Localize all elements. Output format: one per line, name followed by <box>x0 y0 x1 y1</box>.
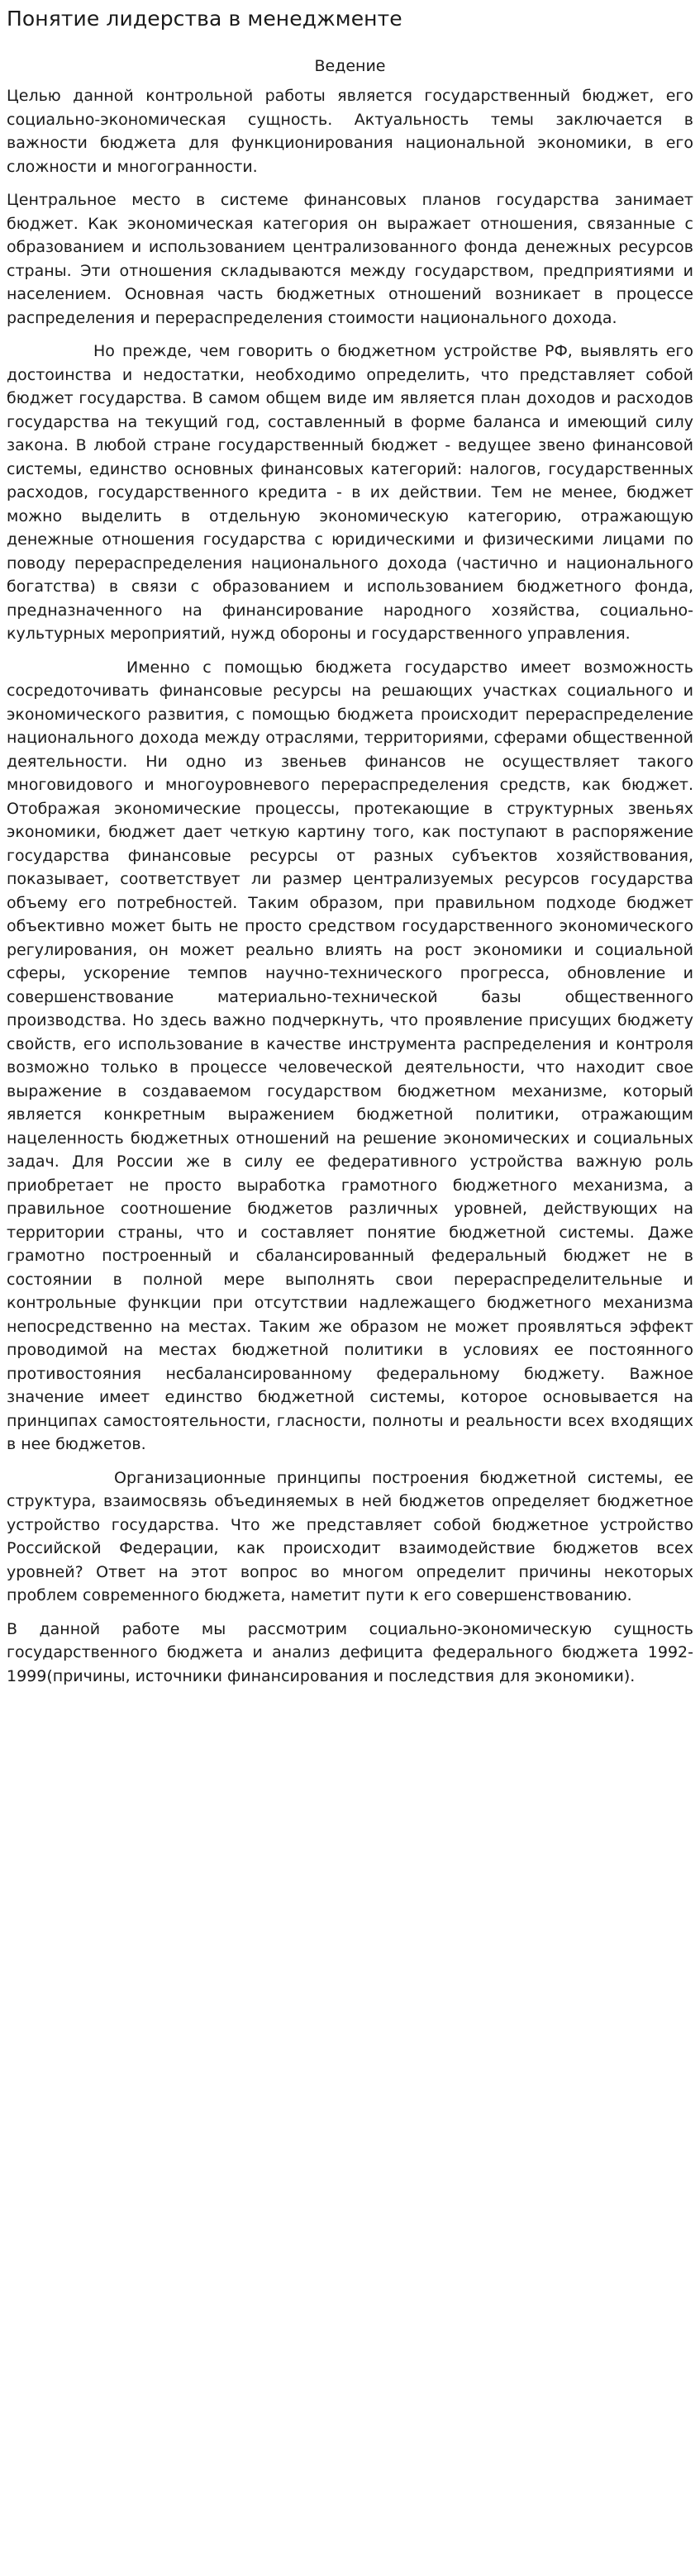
section-heading: Ведение <box>314 57 386 75</box>
paragraph-5: Организационные принципы построения бюджетной системы, ее структура, взаимосвязь объединяемых в ней бюджетов определяет бюджетное устройство государства. Что же представляет собой бюджетное устройство Российской Федерации, как происходит взаимодействие бюджетов всех уровней? Ответ на этот вопрос во многом определит причины некоторых проблем современного бюджета, наметит пути к его совершенствованию. <box>7 1468 693 1604</box>
paragraph-6: В данной работе мы рассмотрим социально-экономическую сущность государственного бюджета и анализ дефицита федерального бюджета 1992-1999(причины, источники финансирования и последствия для экономики). <box>7 1619 693 1685</box>
paragraph-3: Но прежде, чем говорить о бюджетном устройстве РФ, выявлять его достоинства и недостатки, необходимо определить, что представляет собой бюджет государства. В самом общем виде им является план доходов и расходов государства на текущий год, составленный в форме баланса и имеющий силу закона. В любой стране государственный бюджет - ведущее звено финансовой системы, единство основных финансовых категорий: налогов, государственных расходов, государственного кредита - в их действии. Тем не менее, бюджет можно выделить в отдельную экономическую категорию, отражающую денежные отношения государства с юридическими и физическими лицами по поводу перераспределения национального дохода (частично и национального богатства) в связи с образованием и использованием бюджетного фонда, предназначенного на финансирование народного хозяйства, социально-культурных мероприятий, нужд обороны и государственного управления. <box>7 342 693 643</box>
paragraph-2: Центральное место в системе финансовых планов государства занимает бюджет. Как экономическая категория он выражает отношения, связанные с образованием и использованием централизованного фонда денежных ресурсов страны. Эти отношения складываются между государством, предприятиями и населением. Основная часть бюджетных отношений возникает в процессе распределения и перераспределения стоимости национального дохода. <box>7 191 693 327</box>
paragraph-4: Именно с помощью бюджета государство имеет возможность сосредоточивать финансовые ресурсы на решающих участках социального и экономического развития, с помощью бюджета происходит перераспределение национального дохода между отраслями, территориями, сферами общественной деятельности. Ни одно из звеньев финансов не осуществляет такого многовидового и многоуровневого перераспределения средств, как бюджет. Отображая экономические процессы, протекающие в структурных звеньях экономики, бюджет дает четкую картину того, как поступают в распоряжение государства финансовые ресурсы от разных субъектов хозяйствования, показывает, соответствует ли размер централизуемых ресурсов государства объему его потребностей. Таким образом, при правильном подходе бюджет объективно может быть не просто средством государственного экономического регулирования, он может реально влиять на рост экономики и социальной сферы, ускорение темпов научно-технического прогресса, обновление и совершенствование материально-технической базы общественного производства. Но здесь важно подчеркнуть, что проявление присущих бюджету свойств, его использование в качестве инструмента распределения и контроля возможно только в процессе человеческой деятельности, что находит свое выражение в создаваемом государством бюджетном механизме, который является конкретным выражением бюджетной политики, отражающим нацеленность бюджетных отношений на решение экономических и социальных задач. Для России же в силу ее федеративного устройства важную роль приобретает не просто выработка грамотного бюджетного механизма, а правильное соотношение бюджетов различных уровней, действующих на территории страны, что и составляет понятие бюджетной системы. Даже грамотно построенный и сбалансированный федеральный бюджет не в состоянии в полной мере выполнять свои перераспределительные и контрольные функции при отсутствии надлежащего бюджетного механизма непосредственно на местах. Таким же образом не может проявляться эффект проводимой на местах бюджетной политики в условиях ее постоянного противостояния несбалансированному федеральному бюджету. Важное значение имеет единство бюджетной системы, которое основывается на принципах самостоятельности, гласности, полноты и реальности всех входящих в нее бюджетов. <box>7 658 693 1453</box>
page-title: Понятие лидерства в менеджменте <box>7 7 402 31</box>
paragraph-1: Целью данной контрольной работы является государственный бюджет, его социально-экономическая сущность. Актуальность темы заключается в важности бюджета для функционирования национальной экономики, в его сложности и многогранности. <box>7 87 693 176</box>
